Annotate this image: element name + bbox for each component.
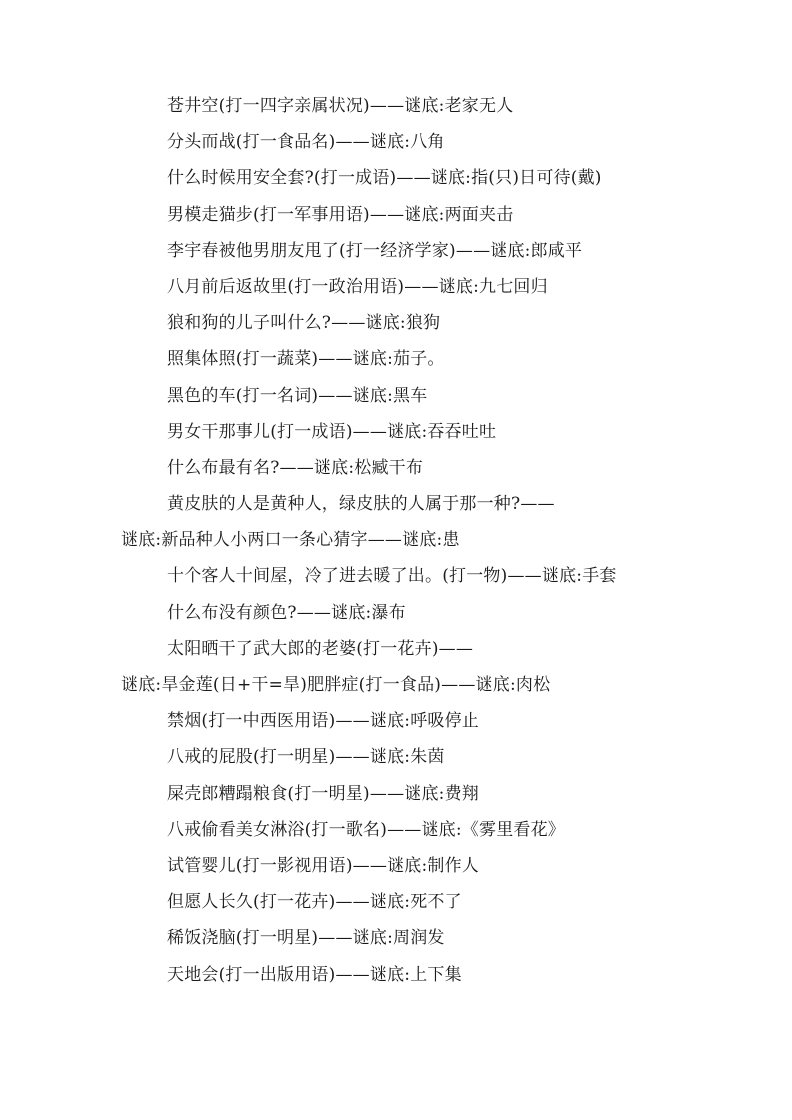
riddle-line: 照集体照(打一蔬菜)——谜底:茄子。 bbox=[167, 349, 445, 370]
riddle-line: 男模走猫步(打一军事用语)——谜底:两面夹击 bbox=[167, 204, 514, 225]
riddle-list bbox=[0, 88, 792, 993]
riddle-line: 天地会(打一出版用语)——谜底:上下集 bbox=[167, 964, 462, 985]
riddle-line: 稀饭浇脑(打一明星)——谜底:周润发 bbox=[167, 928, 445, 949]
riddle-line: 狼和狗的儿子叫什么?——谜底:狼狗 bbox=[167, 313, 441, 334]
riddle-line: 黑色的车(打一名词)——谜底:黑车 bbox=[167, 385, 428, 406]
riddle-line: 苍井空(打一四字亲属状况)——谜底:老家无人 bbox=[167, 96, 514, 116]
riddle-line: 太阳晒干了武大郎的老婆(打一花卉)—— bbox=[167, 638, 474, 659]
riddle-line: 屎壳郎糟蹋粮食(打一明星)——谜底:费翔 bbox=[167, 783, 479, 804]
riddle-line: 谜底:旱金莲(日+干=旱)肥胖症(打一食品)——谜底:肉松 bbox=[121, 675, 551, 695]
riddle-line: 什么时候用安全套?(打一成语)——谜底:指(只)日可待(戴) bbox=[167, 168, 602, 189]
riddle-line: 十个客人十间屋，冷了进去暖了出。(打一物)——谜底:手套 bbox=[167, 566, 617, 587]
riddle-line: 分头而战(打一食品名)——谜底:八角 bbox=[167, 132, 445, 153]
riddle-line: 但愿人长久(打一花卉)——谜底:死不了 bbox=[167, 892, 462, 913]
riddle-line: 黄皮肤的人是黄种人，绿皮肤的人属于那一种?—— bbox=[167, 494, 555, 515]
riddle-line: 李宇春被他男朋友甩了(打一经济学家)——谜底:郎咸平 bbox=[167, 240, 583, 261]
riddle-line: 男女干那事儿(打一成语)——谜底:吞吞吐吐 bbox=[167, 421, 497, 442]
riddle-line: 八月前后返故里(打一政治用语)——谜底:九七回归 bbox=[167, 276, 548, 297]
riddle-line: 谜底:新品种人小两口一条心猜字——谜底:患 bbox=[121, 530, 460, 551]
riddle-line: 什么布最有名?——谜底:松臧干布 bbox=[167, 457, 424, 478]
riddle-line: 禁烟(打一中西医用语)——谜底:呼吸停止 bbox=[167, 711, 479, 732]
riddle-line: 什么布没有颜色?——谜底:瀑布 bbox=[167, 602, 406, 623]
riddle-line: 八戒偷看美女淋浴(打一歌名)——谜底:《雾里看花》 bbox=[167, 819, 565, 840]
riddle-line: 试管婴儿(打一影视用语)——谜底:制作人 bbox=[167, 855, 479, 876]
riddle-line: 八戒的屁股(打一明星)——谜底:朱茵 bbox=[167, 747, 445, 768]
